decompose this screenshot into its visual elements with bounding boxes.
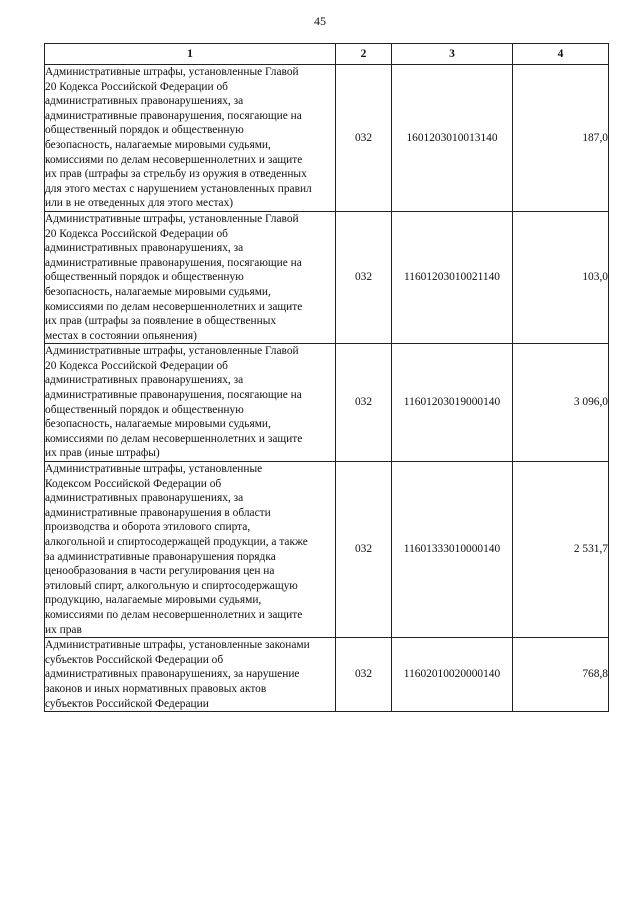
revenue-name-cell: Административные штрафы, установленные Главой 20 Кодекса Российской Федерации об административных правонарушениях, за административные правонарушения, посягающие на общественный порядок и общественную безопасность, налагаемые мировыми судьями, комиссиями по делам несовершеннолетних и защите их прав (иные штрафы) bbox=[45, 344, 336, 462]
table-row bbox=[45, 638, 609, 712]
amount-cell: 2 531,7 bbox=[513, 462, 609, 638]
table-row bbox=[45, 65, 609, 212]
table-header-row bbox=[45, 44, 609, 65]
administrator-code-cell: 032 bbox=[336, 638, 392, 712]
table-row bbox=[45, 344, 609, 462]
revenue-name-cell: Административные штрафы, установленные законами субъектов Российской Федерации об административных правонарушениях, за нарушение законов и иных нормативных правовых актов субъектов Российской Федерации bbox=[45, 638, 336, 712]
amount-cell: 103,0 bbox=[513, 211, 609, 343]
amount-cell: 768,8 bbox=[513, 638, 609, 712]
revenue-name-cell: Административные штрафы, установленные Кодексом Российской Федерации об административных правонарушениях, за административные правонарушения в области производства и оборота этилового спирта, алкогольной и спиртосодержащей продукции, а также за административные правонарушения порядка ценообразования в части регулирования цен на этиловый спирт, алкогольную и спиртосодержащую продукцию, налагаемые мировыми судьями, комиссиями по делам несовершеннолетних и защите их прав bbox=[45, 462, 336, 638]
header-col-2: 2 bbox=[336, 44, 392, 65]
classification-code-cell: 11601203019000140 bbox=[392, 344, 513, 462]
classification-code-cell: 11601333010000140 bbox=[392, 462, 513, 638]
administrator-code-cell: 032 bbox=[336, 344, 392, 462]
page-number: 45 bbox=[314, 14, 326, 28]
revenue-name-cell: Административные штрафы, установленные Главой 20 Кодекса Российской Федерации об административных правонарушениях, за административные правонарушения, посягающие на общественный порядок и общественную безопасность, налагаемые мировыми судьями, комиссиями по делам несовершеннолетних и защите их прав (штрафы за появление в общественных местах в состоянии опьянения) bbox=[45, 211, 336, 343]
revenue-name-cell: Административные штрафы, установленные Главой 20 Кодекса Российской Федерации об административных правонарушениях, за административные правонарушения, посягающие на общественный порядок и общественную безопасность, налагаемые мировыми судьями, комиссиями по делам несовершеннолетних и защите их прав (штрафы за стрельбу из оружия в отведенных для этого местах с нарушением установленных правил или в не отведенных для этого местах) bbox=[45, 65, 336, 212]
header-col-3: 3 bbox=[392, 44, 513, 65]
administrator-code-cell: 032 bbox=[336, 65, 392, 212]
budget-revenue-table bbox=[44, 43, 609, 712]
administrator-code-cell: 032 bbox=[336, 211, 392, 343]
administrator-code-cell: 032 bbox=[336, 462, 392, 638]
table-row bbox=[45, 211, 609, 343]
table-row bbox=[45, 462, 609, 638]
amount-cell: 187,0 bbox=[513, 65, 609, 212]
classification-code-cell: 11601203010021140 bbox=[392, 211, 513, 343]
header-col-1: 1 bbox=[45, 44, 336, 65]
header-col-4: 4 bbox=[513, 44, 609, 65]
amount-cell: 3 096,0 bbox=[513, 344, 609, 462]
classification-code-cell: 11602010020000140 bbox=[392, 638, 513, 712]
classification-code-cell: 1601203010013140 bbox=[392, 65, 513, 212]
